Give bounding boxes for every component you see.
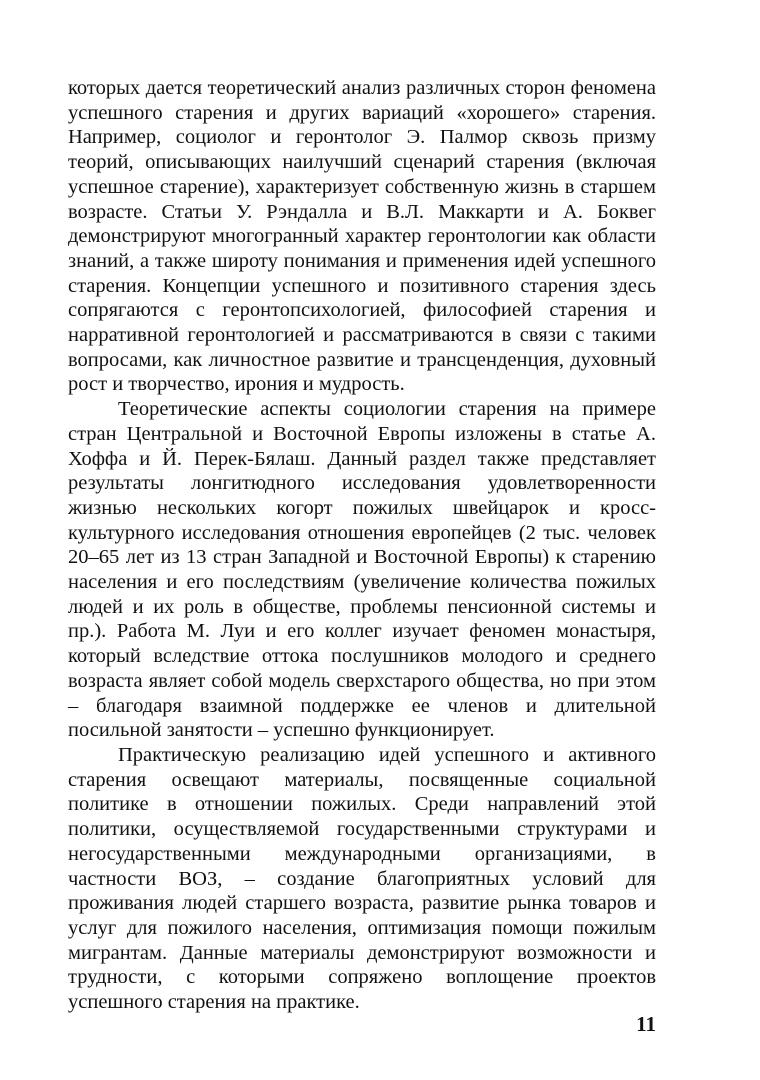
paragraph-sociology-aspects: Теоретические аспекты социологии старения на примере стран Центральной и Восточной Европы изложены в статье А. Хоффа и Й. Перек-Бялаш. Данный раздел также представляет результаты лонгитюдного исследования удовлетворенности жизнью нескольких когорт пожилых швейцарок и кросс-культурного исследования отношения европейцев (2 тыс. человек 20–65 лет из 13 стран Западной и Восточной Европы) к старению населения и его последствиям (увеличение количества пожилых людей и их роль в обществе, проблемы пенсионной системы и пр.). Работа М. Луи и его коллег изучает феномен монастыря, который вследствие оттока послушников молодого и среднего возраста являет собой модель сверхстарого общества, но при этом – благодаря взаимной поддержке ее членов и длительной посильной занятости – успешно функционирует. bbox=[68, 398, 656, 742]
paragraph-social-policy: Практическую реализацию идей успешного и активного старения освещают материалы, посвященные социальной политике в отношении пожилых. Среди направлений этой политики, осуществляемой государственными структурами и негосударственными международными организациями, в частности ВОЗ, – создание благоприятных условий для проживания людей старшего возраста, развитие рынка товаров и услуг для пожилого населения, оптимизация помощи пожилым мигрантам. Данные материалы демонстрируют возможности и трудности, с которыми сопряжено воплощение проектов успешного старения на практике. bbox=[68, 743, 656, 1014]
paragraph-continuation: которых дается теоретический анализ различных сторон феномена успешного старения и других вариаций «хорошего» старения. Например, социолог и геронтолог Э. Палмор сквозь призму теорий, описывающих наилучший сценарий старения (включая успешное старение), характеризует собственную жизнь в старшем возрасте. Статьи У. Рэндалла и В.Л. Маккарти и А. Боквег демонстрируют многогранный характер геронтологии как области знаний, а также широту понимания и применения идей успешного старения. Концепции успешного и позитивного старения здесь сопрягаются с геронтопсихологией, философией старения и нарративной геронтологией и рассматриваются в связи с такими вопросами, как личностное развитие и трансценденция, духовный рост и творчество, ирония и мудрость. bbox=[68, 77, 656, 396]
body-text bbox=[68, 76, 656, 1015]
page-number: 11 bbox=[636, 1012, 656, 1036]
